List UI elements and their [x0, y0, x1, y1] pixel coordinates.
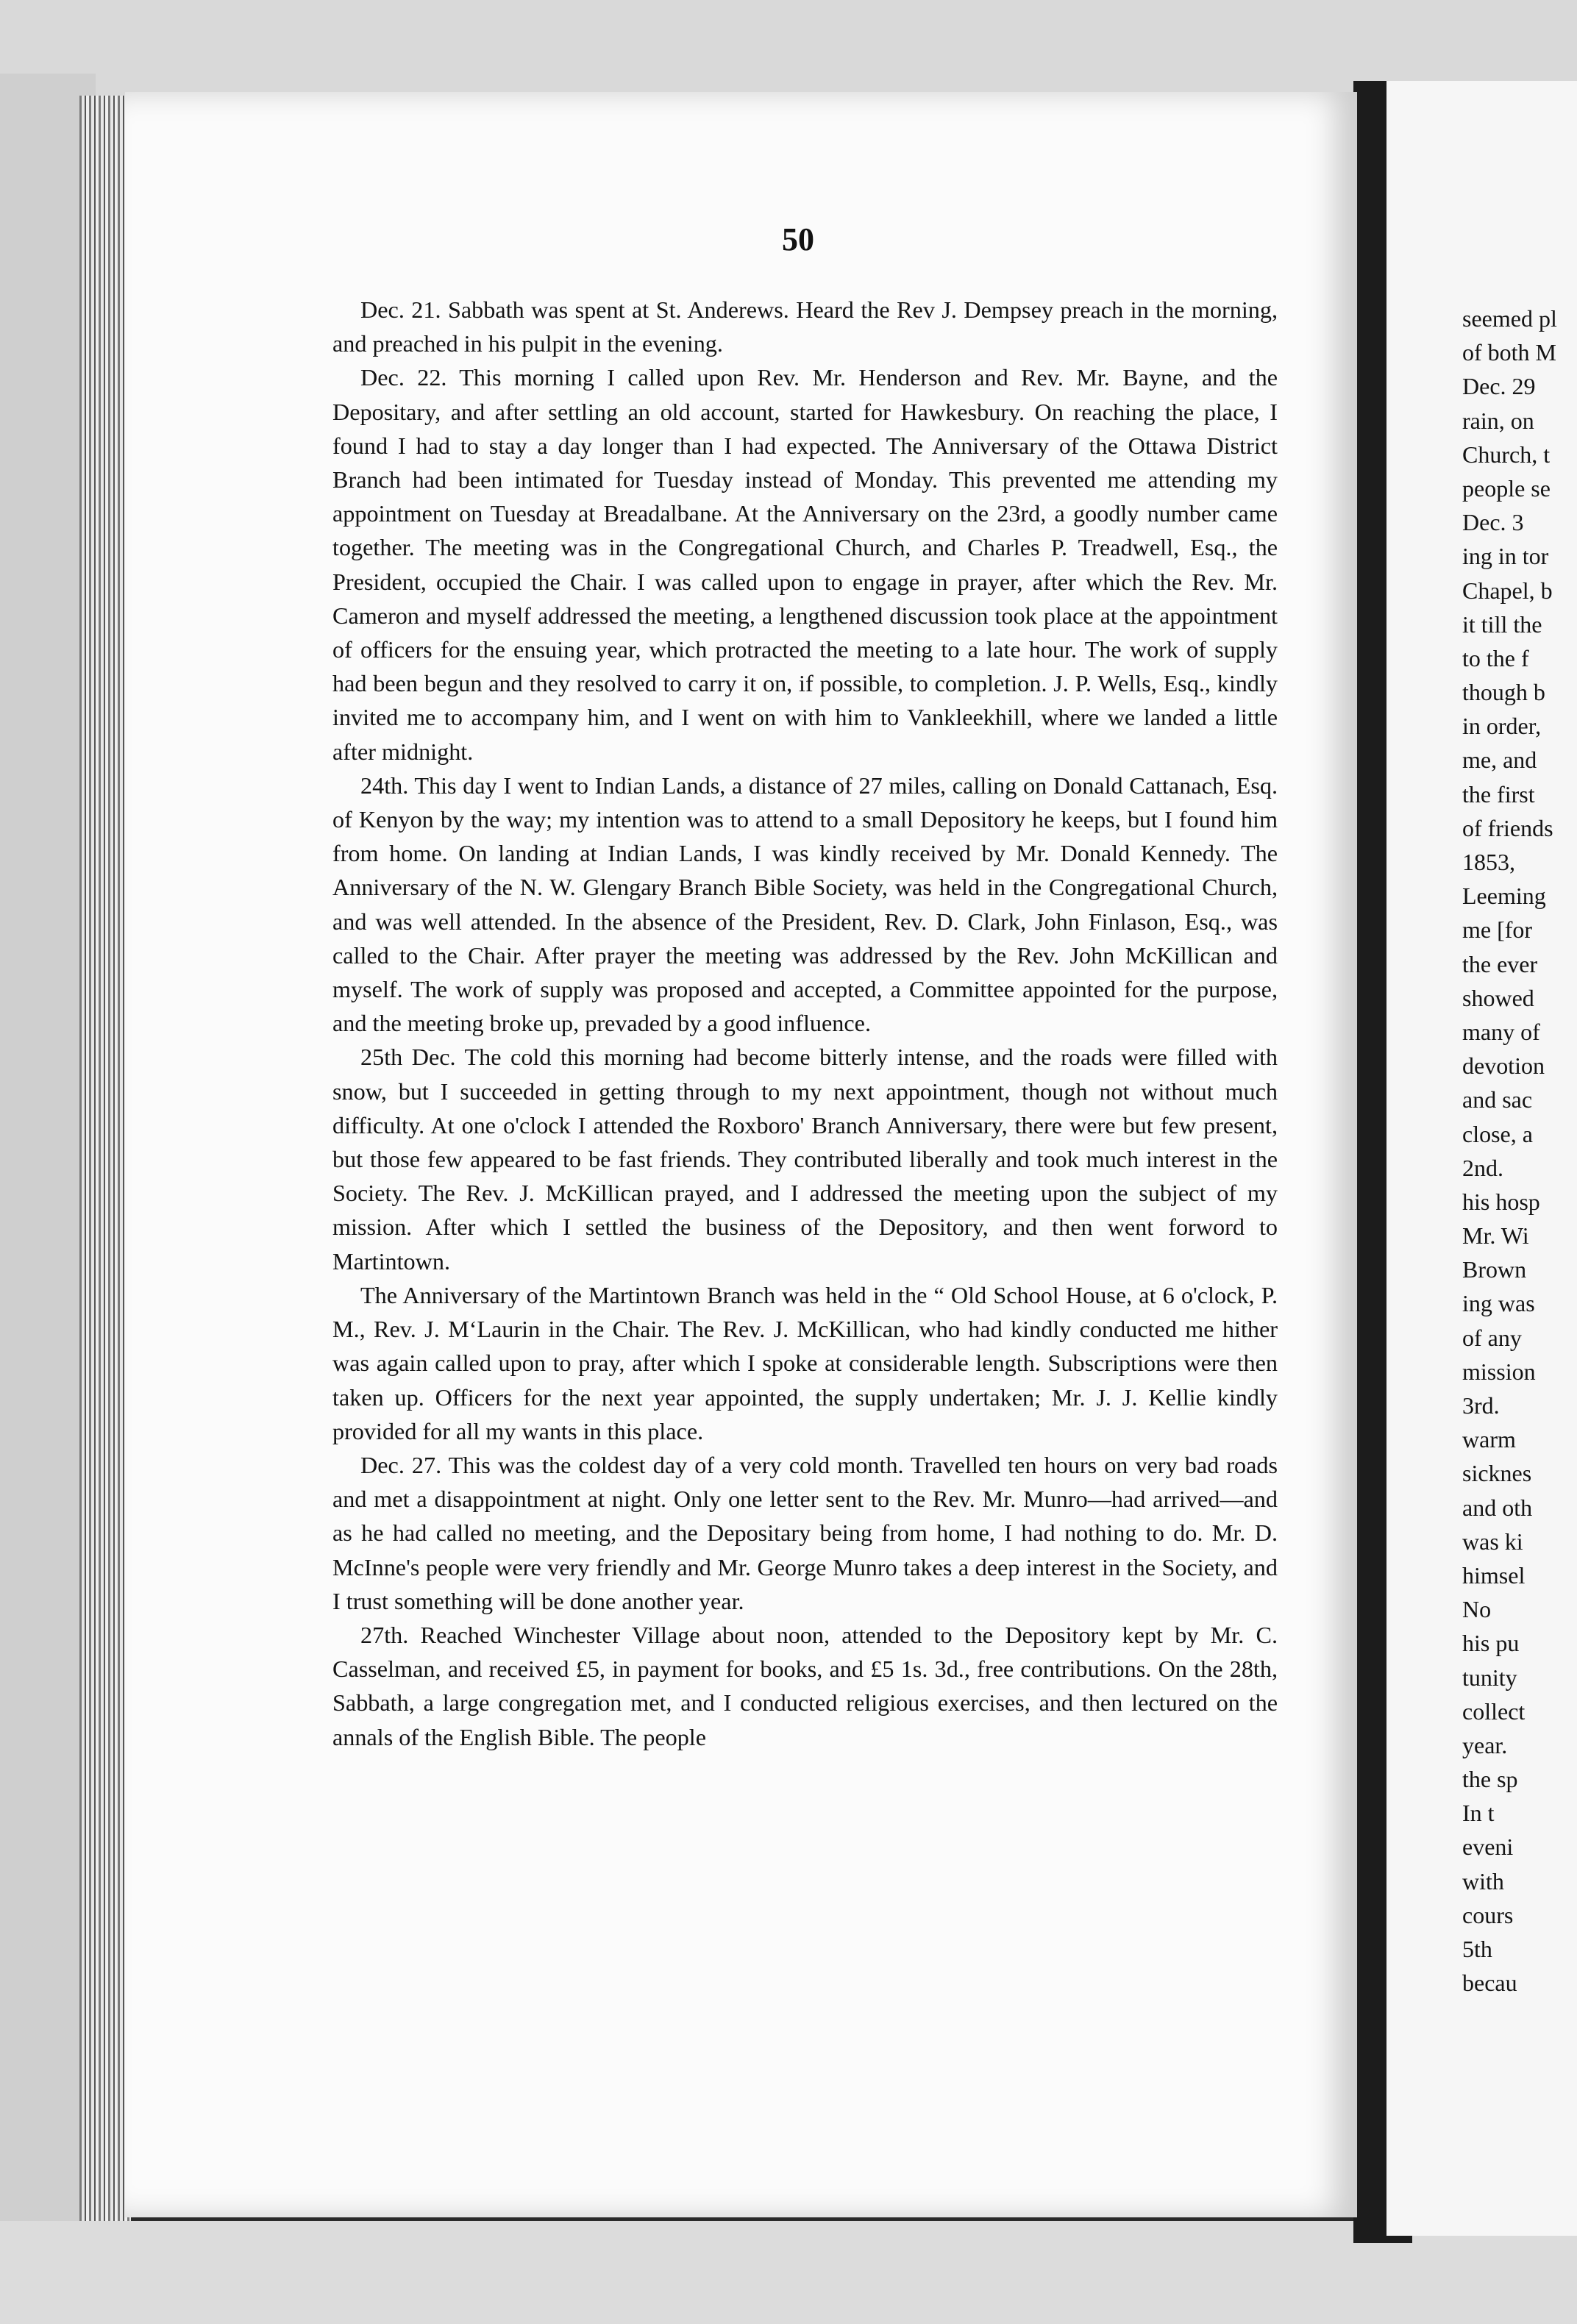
right-page-line: of both M — [1462, 339, 1556, 366]
right-page-line: ing was — [1462, 1290, 1535, 1317]
right-page-line: Dec. 29 — [1462, 373, 1536, 400]
right-page-line: Dec. 3 — [1462, 509, 1524, 536]
right-page-line: was ki — [1462, 1528, 1523, 1555]
scan-background-bottom — [0, 2221, 1577, 2324]
right-page-line: with — [1462, 1867, 1504, 1895]
right-page-line: in order, — [1462, 713, 1542, 740]
page-number: 50 — [782, 221, 814, 257]
right-page-text-fragments — [1462, 302, 1577, 2000]
right-page-line: No — [1462, 1596, 1492, 1623]
right-page-line: eveni — [1462, 1833, 1514, 1861]
right-page-line: me, and — [1462, 746, 1537, 774]
right-page-line: cours — [1462, 1901, 1514, 1928]
paragraph-dec-21: Dec. 21. Sabbath was spent at St. Anderews. Heard the Rev J. Dempsey preach in the morning, and preached in his pulpit in the evening. — [332, 296, 1278, 357]
right-page-line: 2nd. — [1462, 1154, 1503, 1181]
scan-background-top — [0, 0, 1577, 96]
right-page-line: Church, t — [1462, 441, 1551, 468]
left-page-body — [332, 293, 1278, 1754]
right-page-line: the ever — [1462, 950, 1538, 977]
right-page-line: 5th — [1462, 1936, 1492, 1962]
right-page-line: many of — [1462, 1018, 1540, 1045]
right-page-line: becau — [1462, 1970, 1517, 1997]
paragraph-24th: 24th. This day I went to Indian Lands, a distance of 27 miles, calling on Donald Cattanach, Esq. of Kenyon by the way; my intention was to attend to a small Depository he keeps, but I found him from home. On landing at Indian Lands, I was kindly received by Mr. Donald Kennedy. The Anniversary of the N. W. Glengary Branch Bible Society, was held in the Congregational Church, and was well attended. In the absence of the President, Rev. D. Clark, John Finlason, Esq., was called to the Chair. After prayer the meeting was addressed by the Rev. John McKillican and myself. The work of supply was proposed and accepted, a Committee appointed for the purpose, and the meeting broke up, prevaded by a good influence. — [332, 771, 1278, 1037]
right-page-line: close, a — [1462, 1120, 1533, 1147]
right-page-line: of friends — [1462, 814, 1553, 841]
right-page-line: Mr. Wi — [1462, 1222, 1529, 1250]
right-page-line: Brown — [1462, 1256, 1527, 1283]
right-page-line: to the f — [1462, 644, 1529, 671]
right-page-line: 3rd. — [1462, 1392, 1500, 1419]
right-page-line: tunity — [1462, 1664, 1517, 1691]
book-page-edges — [79, 96, 131, 2221]
right-page-line: the first — [1462, 780, 1535, 808]
right-page-line: people se — [1462, 474, 1551, 502]
paragraph-27th: 27th. Reached Winchester Village about noon, attended to the Depository kept by Mr. C. Casselman, and received £5, in payment for books, and £5 1s. 3d., free contributions. On the 28th, Sabbath, a large congregation met, and I conducted religious exercises, and then lectured on the annals of the English Bible. The people — [332, 1621, 1278, 1750]
right-page-line: Leeming — [1462, 883, 1546, 910]
right-page-line: himsel — [1462, 1561, 1526, 1589]
right-page-line: devotion — [1462, 1052, 1545, 1080]
right-page-line: warm — [1462, 1426, 1516, 1453]
paragraph-martintown: The Anniversary of the Martintown Branch was held in the “ Old School House, at 6 o'clock, P. M., Rev. J. M‘Laurin in the Chair. The Rev. J. McKillican, who had kindly conducted me hither was again called upon to pray, after which I spoke at considerable length. Subscriptions were then taken up. Officers for the next year appointed, the supply undertaken; Mr. J. J. Kellie kindly provided for all my wants in this place. — [332, 1281, 1278, 1444]
right-page-line: year. — [1462, 1731, 1508, 1758]
paragraph-dec-27: Dec. 27. This was the coldest day of a very cold month. Travelled ten hours on very bad roads and met a disappointment at night. Only one letter sent to the Rev. Mr. Munro—had arrived—and as he had called no meeting, and the Depositary being from home, I had nothing to do. Mr. D. McInne's people were very friendly and Mr. George Munro takes a deep interest in the Society, and I trust something will be done another year. — [332, 1451, 1278, 1614]
right-page-line: seemed pl — [1462, 305, 1557, 332]
right-page-line: me [for — [1462, 916, 1533, 944]
right-page-line: and oth — [1462, 1494, 1533, 1521]
right-page-line: sicknes — [1462, 1460, 1532, 1487]
right-page-line: In t — [1462, 1800, 1495, 1827]
right-page-line: it till the — [1462, 610, 1542, 638]
paragraph-25th-dec: 25th Dec. The cold this morning had become bitterly intense, and the roads were filled with snow, but I succeeded in getting through to my next appointment, though not without much difficulty. At one o'clock I attended the Roxboro' Branch Anniversary, there were but few present, but those few appeared to be fast friends. They contributed liberally and took much interest in the Society. The Rev. J. McKillican prayed, and I addressed the meeting upon the subject of my mission. After which I settled the business of the Depository, and then went forword to Martintown. — [332, 1044, 1278, 1275]
right-page-line: showed — [1462, 984, 1534, 1011]
right-page-line: his pu — [1462, 1630, 1520, 1657]
paragraph-dec-22: Dec. 22. This morning I called upon Rev. Mr. Henderson and Rev. Mr. Bayne, and the Depositary, and after settling an old account, started for Hawkesbury. On reaching the place, I found I had to stay a day longer than I had expected. The Anniversary of the Ottawa District Branch had been intimated for Tuesday instead of Monday. This prevented me attending my appointment on Tuesday at Breadalbane. At the Anniversary on the 23rd, a goodly number came together. The meeting was in the Congregational Church, and Charles P. Treadwell, Esq., the President, occupied the Chair. I was called upon to engage in prayer, after which the Rev. Mr. Cameron and myself addressed the meeting, a lengthened discussion took place at the appointment of officers for the ensuing year, which protracted the meeting to a late hour. The work of supply had been begun and they resolved to carry it on, if possible, to completion. J. P. Wells, Esq., kindly invited me to accompany him, and I went on with him to Vankleekhill, where we landed a little after midnight. — [332, 364, 1278, 765]
right-page-line: though b — [1462, 679, 1545, 706]
right-page-line: his hosp — [1462, 1188, 1540, 1215]
right-page-line: mission — [1462, 1358, 1536, 1385]
right-page-line: 1853, — [1462, 849, 1515, 875]
right-page-line: collect — [1462, 1697, 1526, 1725]
right-page-line: rain, on — [1462, 407, 1534, 434]
right-page-line: Chapel, b — [1462, 577, 1553, 604]
right-page-line: ing in tor — [1462, 543, 1549, 570]
right-page-line: the sp — [1462, 1766, 1518, 1793]
right-page-line: and sac — [1462, 1086, 1533, 1113]
right-page-line: of any — [1462, 1324, 1522, 1351]
